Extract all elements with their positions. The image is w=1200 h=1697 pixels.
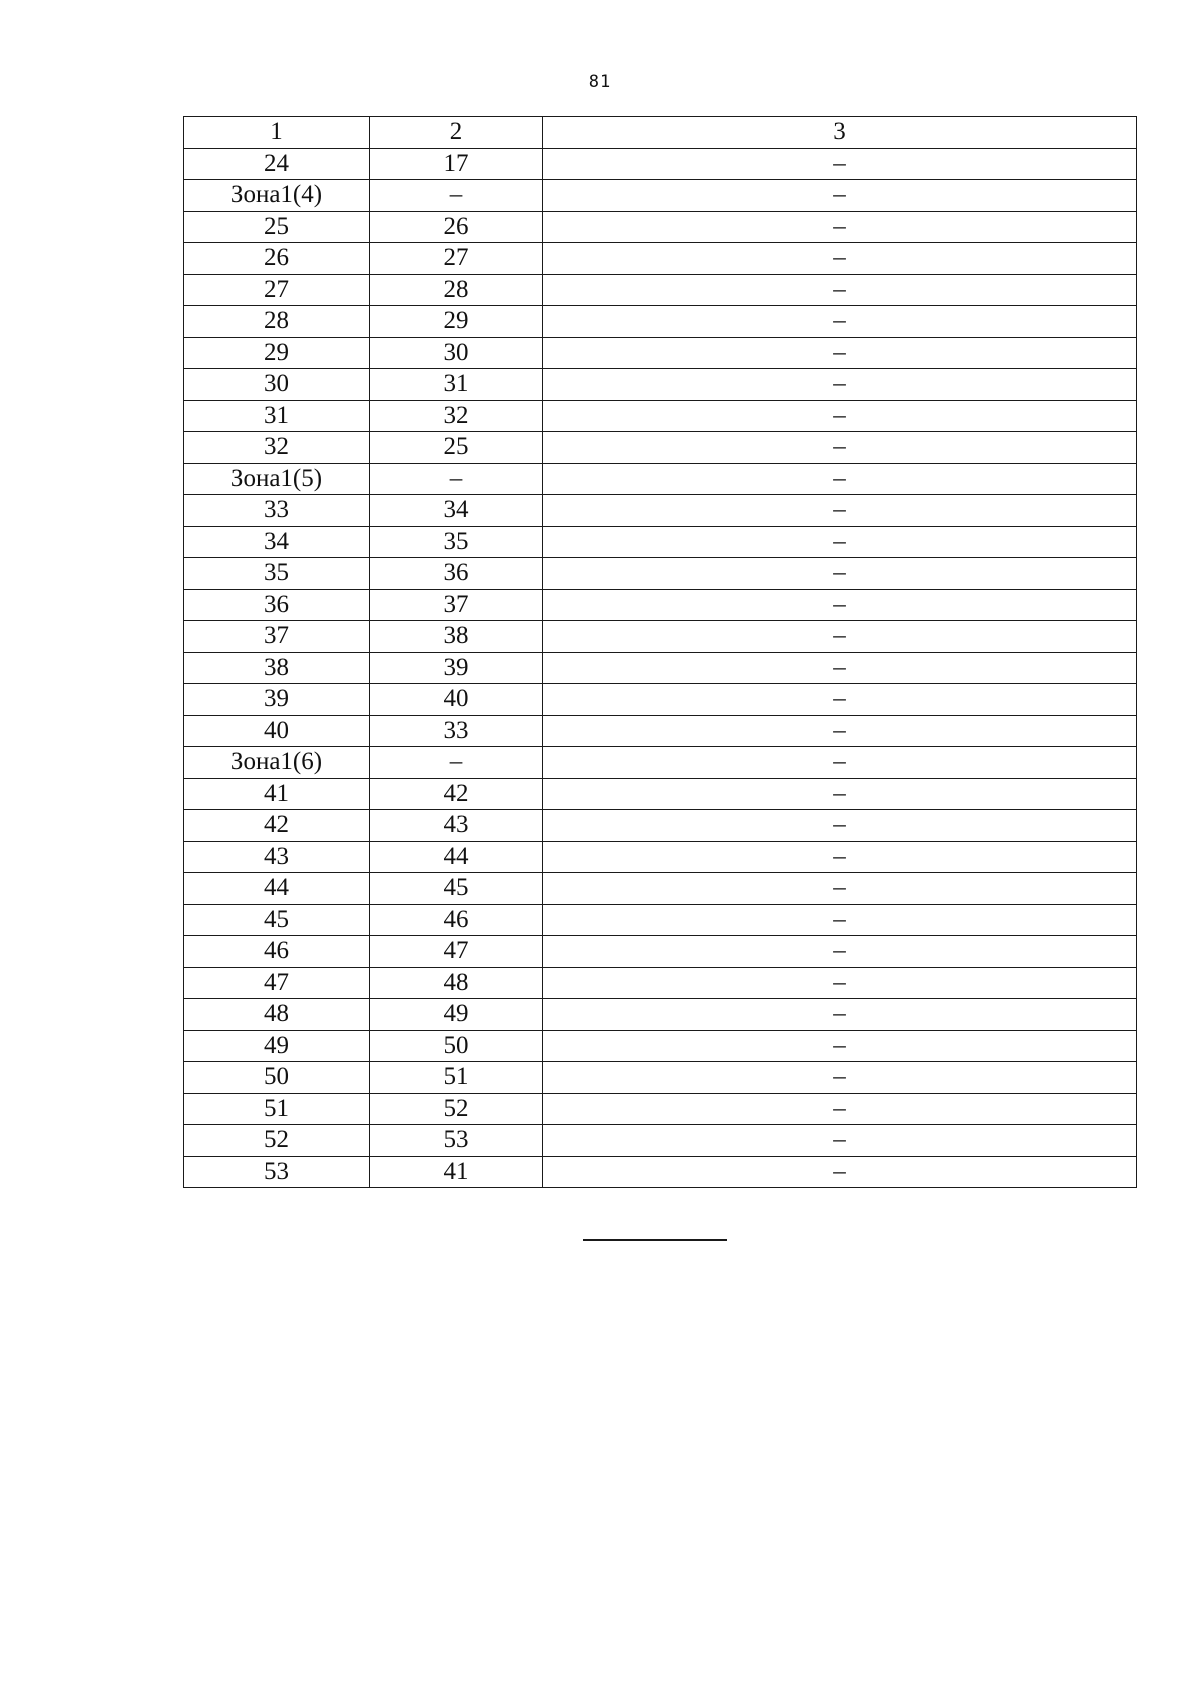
table-cell-col-3: – [543,621,1137,653]
table-cell-col-2: 48 [370,967,543,999]
table-row [184,148,1137,180]
table-cell-col-3: – [543,778,1137,810]
table-cell-col-1: 31 [184,400,370,432]
table-row [184,495,1137,527]
table-cell-col-2: 47 [370,936,543,968]
table-row [184,369,1137,401]
table-cell-col-3: – [543,841,1137,873]
table-cell-col-2: 37 [370,589,543,621]
table-cell-col-2: 53 [370,1125,543,1157]
table-cell-col-2: 40 [370,684,543,716]
table-cell-col-3: – [543,747,1137,779]
table-cell-col-2: – [370,463,543,495]
table-cell-col-3: – [543,463,1137,495]
data-table [183,116,1137,1188]
table-row [184,999,1137,1031]
table-row [184,715,1137,747]
table-row [184,1093,1137,1125]
table-row [184,747,1137,779]
table-cell-col-3: – [543,1156,1137,1188]
table-cell-col-3: – [543,495,1137,527]
table-cell-col-3: – [543,369,1137,401]
header-cell-col-2: 2 [370,117,543,149]
table-cell-col-2: 35 [370,526,543,558]
table-row [184,1125,1137,1157]
table-cell-col-1: 48 [184,999,370,1031]
table-cell-col-1: 25 [184,211,370,243]
table-cell-col-2: 45 [370,873,543,905]
table-cell-col-3: – [543,1030,1137,1062]
table-cell-col-1: 42 [184,810,370,842]
table-cell-col-1: 36 [184,589,370,621]
table-cell-col-2: 26 [370,211,543,243]
table-cell-col-3: – [543,180,1137,212]
table-row [184,873,1137,905]
table-cell-col-2: 17 [370,148,543,180]
table-row [184,652,1137,684]
table-cell-col-3: – [543,904,1137,936]
table-cell-col-1: 39 [184,684,370,716]
table-cell-col-1: 29 [184,337,370,369]
table-row [184,243,1137,275]
table-cell-col-2: 41 [370,1156,543,1188]
table-body [184,117,1137,1188]
table-row [184,936,1137,968]
table-cell-col-2: 30 [370,337,543,369]
table-row [184,684,1137,716]
table-cell-col-1: Зона1(6) [184,747,370,779]
table-cell-col-2: – [370,180,543,212]
table-cell-col-1: 47 [184,967,370,999]
header-cell-col-1: 1 [184,117,370,149]
table-cell-col-3: – [543,148,1137,180]
table-cell-col-2: 31 [370,369,543,401]
table-cell-col-1: 34 [184,526,370,558]
table-cell-col-3: – [543,810,1137,842]
table-cell-col-3: – [543,652,1137,684]
table-cell-col-1: Зона1(4) [184,180,370,212]
table-cell-col-2: 43 [370,810,543,842]
table-cell-col-3: – [543,274,1137,306]
table-header-row [184,117,1137,149]
table-row [184,810,1137,842]
table-cell-col-3: – [543,967,1137,999]
table-cell-col-3: – [543,684,1137,716]
table-row [184,337,1137,369]
table-cell-col-1: 26 [184,243,370,275]
table-row [184,400,1137,432]
table-cell-col-1: 35 [184,558,370,590]
table-cell-col-2: 32 [370,400,543,432]
table-row [184,180,1137,212]
page-number: 81 [588,72,612,92]
table-cell-col-1: Зона1(5) [184,463,370,495]
table-row [184,904,1137,936]
table-row [184,558,1137,590]
table-row [184,1030,1137,1062]
table-row [184,621,1137,653]
table-row [184,1062,1137,1094]
table-cell-col-3: – [543,243,1137,275]
table-cell-col-2: 42 [370,778,543,810]
table-cell-col-3: – [543,715,1137,747]
table-cell-col-1: 32 [184,432,370,464]
table-cell-col-2: 34 [370,495,543,527]
table-cell-col-2: 28 [370,274,543,306]
table-cell-col-3: – [543,211,1137,243]
table-cell-col-3: – [543,558,1137,590]
table-cell-col-1: 43 [184,841,370,873]
table-cell-col-1: 50 [184,1062,370,1094]
table-cell-col-2: 27 [370,243,543,275]
table-cell-col-2: 38 [370,621,543,653]
table-cell-col-2: 49 [370,999,543,1031]
table-row [184,306,1137,338]
table-row [184,463,1137,495]
table-cell-col-3: – [543,1093,1137,1125]
table-cell-col-1: 30 [184,369,370,401]
table-cell-col-1: 46 [184,936,370,968]
table-cell-col-3: – [543,432,1137,464]
table-cell-col-2: 29 [370,306,543,338]
table-cell-col-1: 28 [184,306,370,338]
table-row [184,526,1137,558]
table-row [184,589,1137,621]
table-cell-col-3: – [543,999,1137,1031]
table-cell-col-2: 51 [370,1062,543,1094]
header-cell-col-3: 3 [543,117,1137,149]
table-cell-col-1: 27 [184,274,370,306]
table-cell-col-2: 36 [370,558,543,590]
table-cell-col-3: – [543,873,1137,905]
table-cell-col-3: – [543,589,1137,621]
table-cell-col-2: 44 [370,841,543,873]
table-cell-col-3: – [543,526,1137,558]
table-cell-col-1: 24 [184,148,370,180]
table-cell-col-2: 33 [370,715,543,747]
table-row [184,967,1137,999]
table-cell-col-2: 46 [370,904,543,936]
table-cell-col-2: 50 [370,1030,543,1062]
table-cell-col-3: – [543,400,1137,432]
table-cell-col-2: – [370,747,543,779]
table-cell-col-3: – [543,306,1137,338]
table-cell-col-1: 51 [184,1093,370,1125]
end-rule [583,1239,727,1241]
table-row [184,1156,1137,1188]
table-cell-col-1: 40 [184,715,370,747]
table-cell-col-1: 38 [184,652,370,684]
table-cell-col-1: 41 [184,778,370,810]
table-cell-col-1: 44 [184,873,370,905]
table-row [184,432,1137,464]
table-cell-col-2: 39 [370,652,543,684]
table-cell-col-1: 53 [184,1156,370,1188]
table-row [184,841,1137,873]
table-cell-col-1: 49 [184,1030,370,1062]
table-cell-col-3: – [543,337,1137,369]
table-cell-col-2: 25 [370,432,543,464]
table-cell-col-2: 52 [370,1093,543,1125]
table-cell-col-1: 45 [184,904,370,936]
table-row [184,274,1137,306]
table-row [184,211,1137,243]
table-cell-col-1: 52 [184,1125,370,1157]
table-cell-col-1: 33 [184,495,370,527]
table-cell-col-3: – [543,936,1137,968]
table-row [184,778,1137,810]
table-cell-col-3: – [543,1125,1137,1157]
table-cell-col-3: – [543,1062,1137,1094]
table-cell-col-1: 37 [184,621,370,653]
